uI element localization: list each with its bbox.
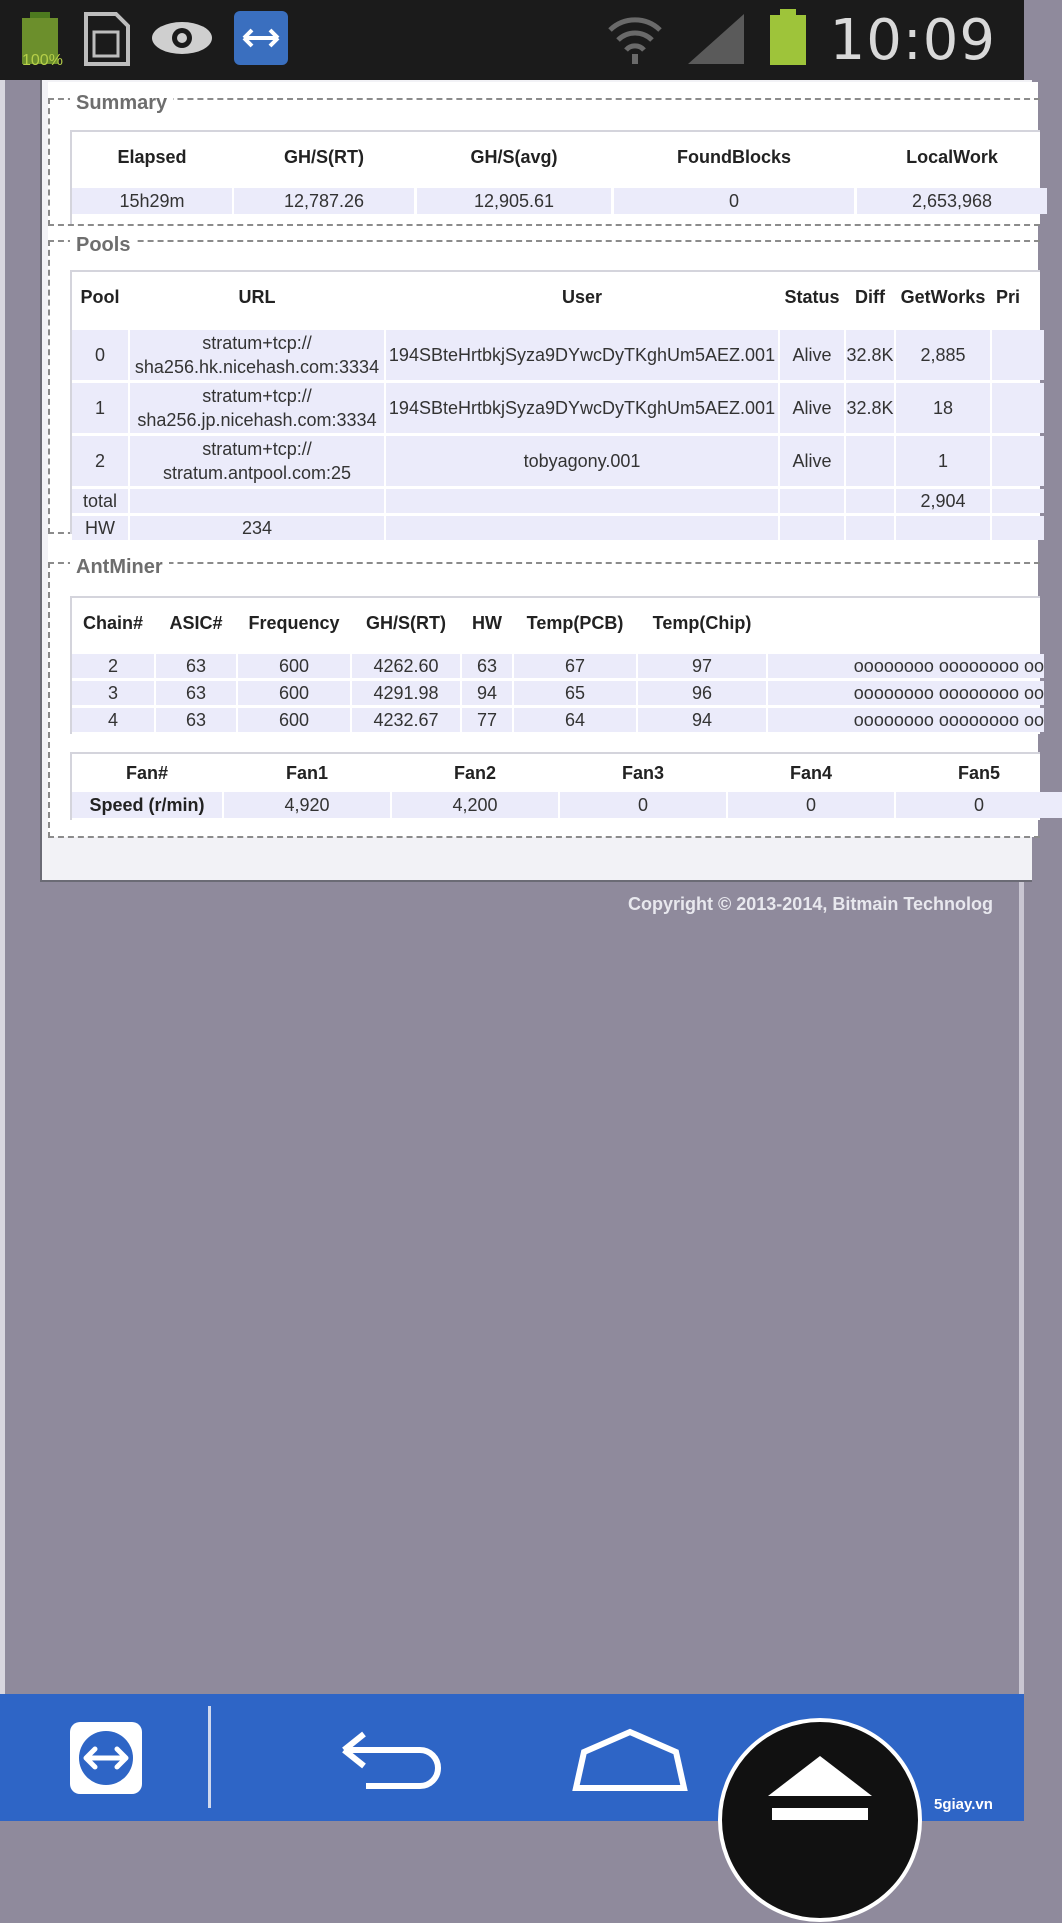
pool-0-getworks: 2,885	[896, 330, 990, 380]
pools-header-url: URL	[238, 287, 276, 307]
pools-total-label: total	[72, 489, 128, 513]
pools-hw-priority	[992, 516, 1044, 540]
pools-header-user: User	[561, 287, 603, 307]
back-button[interactable]	[336, 1730, 452, 1795]
screen-left-edge	[0, 80, 5, 1700]
fan-header-fan2: Fan2	[453, 763, 496, 783]
antminer-header-temp-pcb: Temp(PCB)	[526, 613, 624, 633]
copyright-text: Copyright © 2013-2014, Bitmain Technolog	[628, 894, 994, 914]
pool-1-diff: 32.8K	[846, 383, 894, 433]
summary-value-ghs-avg: 12,905.61	[417, 188, 611, 214]
antminer-header-hw: HW	[472, 613, 502, 633]
pool-2-getworks: 1	[896, 436, 990, 486]
pool-2-status: Alive	[780, 436, 844, 486]
teamviewer-notification-icon	[232, 9, 290, 72]
chain-2-asic: 63	[156, 654, 236, 678]
summary-header-ghs-avg: GH/S(avg)	[470, 147, 558, 167]
fan-header-fan3: Fan3	[621, 763, 664, 783]
antminer-header-asic: ASIC#	[169, 613, 223, 633]
pool-2-number: 2	[72, 436, 128, 486]
chain-3-hw: 94	[462, 681, 512, 705]
wifi-icon	[606, 10, 664, 71]
antminer-section	[48, 556, 1044, 838]
chain-4-asic: 63	[156, 708, 236, 732]
fan1-speed: 4,920	[224, 792, 390, 818]
chain-3-asic-status: oooooooo oooooooo oo	[768, 681, 1044, 705]
sim-card-icon	[82, 10, 132, 71]
pool-1-url-scheme: stratum+tcp://	[202, 386, 312, 406]
antminer-fan-table	[70, 752, 1040, 820]
chain-2-temp-pcb: 67	[514, 654, 636, 678]
pool-1-url-host: sha256.jp.nicehash.com:3334	[137, 410, 377, 430]
home-icon	[570, 1728, 690, 1792]
chain-2-temp-chip: 97	[638, 654, 766, 678]
pools-hw-getworks	[896, 516, 990, 540]
pool-1-status: Alive	[780, 383, 844, 433]
pools-hw-label: HW	[72, 516, 128, 540]
antminer-legend: AntMiner	[70, 556, 169, 579]
antminer-header-temp-chip: Temp(Chip)	[652, 613, 752, 633]
pools-legend: Pools	[70, 234, 136, 257]
fan-header-label: Fan#	[125, 763, 168, 783]
pool-1-getworks: 18	[896, 383, 990, 433]
pools-header-diff: Diff	[855, 287, 885, 307]
eject-button[interactable]	[718, 1718, 922, 1922]
chain-4-temp-chip: 94	[638, 708, 766, 732]
pool-0-status: Alive	[780, 330, 844, 380]
eject-icon	[722, 1722, 918, 1918]
back-arrow-icon	[336, 1730, 452, 1790]
pools-header-pool: Pool	[80, 287, 120, 307]
summary-value-foundblocks: 0	[614, 188, 854, 214]
pool-2-url	[130, 436, 384, 486]
pool-0-url	[130, 330, 384, 380]
watermark: 5giay.vn	[934, 1796, 993, 1813]
status-bar	[0, 0, 1024, 80]
chain-3-temp-chip: 96	[638, 681, 766, 705]
fan-header-fan5: Fan5	[957, 763, 1000, 783]
summary-value-localwork: 2,653,968	[857, 188, 1047, 214]
pool-0-url-host: sha256.hk.nicehash.com:3334	[134, 357, 380, 377]
pool-2-url-host: stratum.antpool.com:25	[162, 463, 352, 483]
teamviewer-icon	[68, 1720, 144, 1796]
chain-2-ghs: 4262.60	[352, 654, 460, 678]
summary-section	[48, 92, 1040, 226]
teamviewer-button[interactable]	[68, 1720, 144, 1801]
pool-1-user: 194SBteHrtbkjSyza9DYwcDyTKghUm5AEZ.001	[386, 383, 778, 433]
nav-divider	[208, 1706, 211, 1808]
summary-header-foundblocks: FoundBlocks	[676, 147, 791, 167]
chain-2-hw: 63	[462, 654, 512, 678]
pool-2-diff	[846, 436, 894, 486]
pool-2-url-scheme: stratum+tcp://	[202, 439, 312, 459]
summary-header-localwork: LocalWork	[906, 147, 998, 167]
signal-icon	[686, 10, 746, 71]
pools-hw-user	[386, 516, 778, 540]
pools-hw-status	[780, 516, 844, 540]
chain-4-frequency: 600	[238, 708, 350, 732]
pool-1-priority	[992, 383, 1044, 433]
chain-4-hw: 77	[462, 708, 512, 732]
fan5-speed: 0	[896, 792, 1062, 818]
chain-3-asic: 63	[156, 681, 236, 705]
pools-total-url	[130, 489, 384, 513]
chain-4-temp-pcb: 64	[514, 708, 636, 732]
summary-table	[70, 130, 1040, 224]
pool-2-priority	[992, 436, 1044, 486]
pools-total-status	[780, 489, 844, 513]
pool-1-number: 1	[72, 383, 128, 433]
pools-total-getworks: 2,904	[896, 489, 990, 513]
pool-0-number: 0	[72, 330, 128, 380]
pools-hw-diff	[846, 516, 894, 540]
chain-2-asic-status: oooooooo oooooooo oo	[768, 654, 1044, 678]
pools-section	[48, 234, 1040, 538]
chain-4-number: 4	[72, 708, 154, 732]
battery-status-icon	[768, 9, 808, 72]
pools-total-priority	[992, 489, 1044, 513]
chain-2-frequency: 600	[238, 654, 350, 678]
fan-header-fan4: Fan4	[789, 763, 832, 783]
antminer-header-chain: Chain#	[82, 613, 143, 633]
home-button[interactable]	[570, 1728, 690, 1797]
antminer-header-frequency: Frequency	[248, 613, 340, 633]
chain-3-frequency: 600	[238, 681, 350, 705]
pool-0-user: 194SBteHrtbkjSyza9DYwcDyTKghUm5AEZ.001	[386, 330, 778, 380]
chain-2-number: 2	[72, 654, 154, 678]
webpage-content	[48, 82, 1044, 837]
eye-icon	[150, 18, 214, 63]
chain-4-asic-status: oooooooo oooooooo oo	[768, 708, 1044, 732]
fan-speed-label: Speed (r/min)	[72, 792, 222, 818]
antminer-chain-table	[70, 596, 1044, 734]
summary-value-elapsed: 15h29m	[72, 188, 232, 214]
summary-header-ghs-rt: GH/S(RT)	[284, 147, 364, 167]
chain-3-ghs: 4291.98	[352, 681, 460, 705]
antminer-header-ghs-rt: GH/S(RT)	[366, 613, 446, 633]
pools-hw-value: 234	[130, 516, 384, 540]
pools-header-status: Status	[784, 287, 840, 307]
pools-header-priority: Pri	[996, 287, 1021, 307]
pool-2-user: tobyagony.001	[386, 436, 778, 486]
pool-1-url	[130, 383, 384, 433]
chain-4-ghs: 4232.67	[352, 708, 460, 732]
pool-0-priority	[992, 330, 1044, 380]
fan4-speed: 0	[728, 792, 894, 818]
chain-3-number: 3	[72, 681, 154, 705]
fan3-speed: 0	[560, 792, 726, 818]
summary-legend: Summary	[70, 92, 173, 115]
fan-header-fan1: Fan1	[285, 763, 328, 783]
pool-0-diff: 32.8K	[846, 330, 894, 380]
summary-value-ghs-rt: 12,787.26	[234, 188, 414, 214]
pool-0-url-scheme: stratum+tcp://	[202, 333, 312, 353]
pools-total-user	[386, 489, 778, 513]
fan2-speed: 4,200	[392, 792, 558, 818]
clock: 10:09	[829, 7, 996, 73]
pools-total-diff	[846, 489, 894, 513]
chain-3-temp-pcb: 65	[514, 681, 636, 705]
summary-header-elapsed: Elapsed	[117, 147, 187, 167]
battery-percent: 100%	[22, 52, 63, 69]
pools-header-getworks: GetWorks	[900, 287, 986, 307]
pools-table	[70, 270, 1040, 538]
